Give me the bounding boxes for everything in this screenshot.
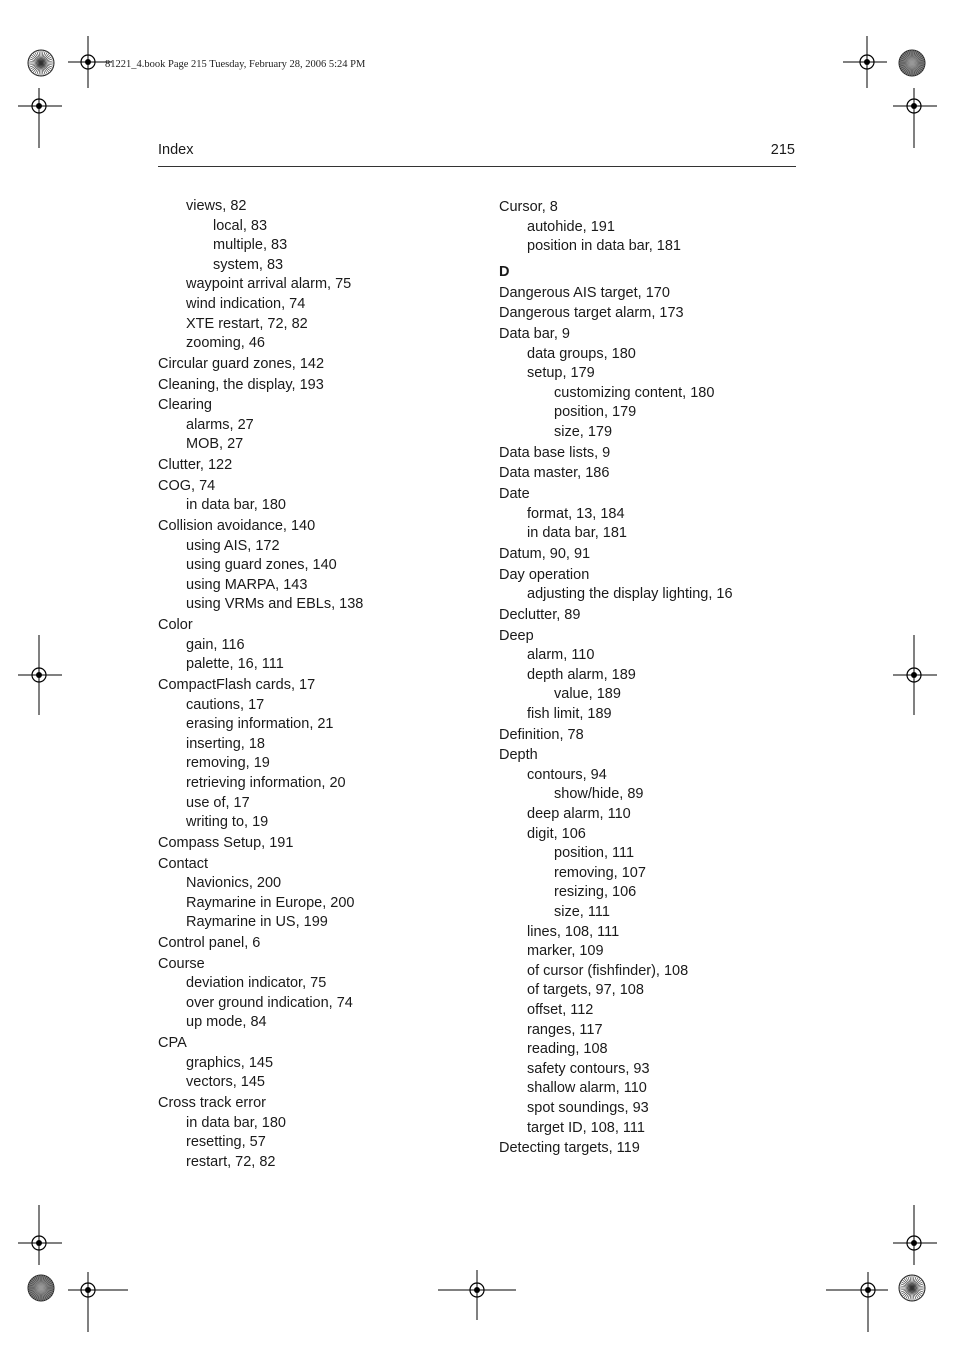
index-subentry: waypoint arrival alarm, 75 xyxy=(186,276,352,293)
index-subentry: ranges, 117 xyxy=(527,1021,603,1038)
registration-mark-icon xyxy=(18,88,62,148)
index-entry: Clearing xyxy=(158,397,212,414)
index-subentry: erasing information, 21 xyxy=(186,716,334,733)
index-subentry: depth alarm, 189 xyxy=(527,666,636,683)
index-subentry: retrieving information, 20 xyxy=(186,774,346,791)
index-subentry: format, 13, 184 xyxy=(527,505,625,522)
index-subentry: graphics, 145 xyxy=(186,1054,274,1071)
page-number: 215 xyxy=(770,142,795,158)
registration-mark-icon xyxy=(438,1270,516,1320)
index-entry: Detecting targets, 119 xyxy=(499,1140,640,1157)
index-subentry: inserting, 18 xyxy=(186,735,265,752)
registration-mark-icon xyxy=(893,1205,937,1265)
index-subentry: of cursor (fishfinder), 108 xyxy=(527,962,689,979)
registration-mark-icon xyxy=(893,635,937,715)
index-subentry: palette, 16, 111 xyxy=(186,656,284,673)
registration-mark-icon xyxy=(18,1205,62,1265)
starburst-target-icon xyxy=(898,49,926,77)
index-subentry: position, 111 xyxy=(554,845,635,862)
index-column-left xyxy=(158,197,488,1172)
index-entry: Cross track error xyxy=(158,1095,266,1112)
index-subentry: adjusting the display lighting, 16 xyxy=(527,586,733,603)
registration-mark-icon xyxy=(843,36,887,88)
index-subentry: XTE restart, 72, 82 xyxy=(186,315,308,332)
index-entry: Deep xyxy=(499,627,534,644)
index-subentry: using AIS, 172 xyxy=(186,537,280,554)
registration-mark-icon xyxy=(68,1272,128,1332)
index-entry: Cleaning, the display, 193 xyxy=(158,376,324,393)
index-entry: Color xyxy=(158,617,193,634)
index-subentry: safety contours, 93 xyxy=(527,1060,650,1077)
index-entry: Data master, 186 xyxy=(499,465,610,482)
index-letter-heading: D xyxy=(499,263,510,280)
index-column-right xyxy=(499,197,829,1159)
index-entry: Collision avoidance, 140 xyxy=(158,518,316,535)
index-subentry: spot soundings, 93 xyxy=(527,1099,649,1116)
index-entry: CPA xyxy=(158,1035,187,1052)
registration-mark-icon xyxy=(826,1272,888,1332)
starburst-target-icon xyxy=(898,1274,926,1302)
index-subentry: cautions, 17 xyxy=(186,696,265,713)
index-subentry: removing, 19 xyxy=(186,755,270,772)
index-subentry: local, 83 xyxy=(213,217,268,234)
index-subentry: zooming, 46 xyxy=(186,335,265,352)
index-subentry: position, 179 xyxy=(554,404,637,421)
index-subentry: restart, 72, 82 xyxy=(186,1153,276,1170)
index-entry: Depth xyxy=(499,747,538,764)
header-rule xyxy=(158,166,796,167)
index-subentry: over ground indication, 74 xyxy=(186,994,353,1011)
index-subentry: removing, 107 xyxy=(554,864,646,881)
index-subentry: shallow alarm, 110 xyxy=(527,1080,647,1097)
index-subentry: autohide, 191 xyxy=(527,218,615,235)
index-subentry: position in data bar, 181 xyxy=(527,238,681,255)
index-subentry: show/hide, 89 xyxy=(554,786,644,803)
index-subentry: value, 189 xyxy=(554,686,621,703)
running-header-section: Index xyxy=(158,142,194,158)
index-subentry: data groups, 180 xyxy=(527,345,636,362)
index-subentry: of targets, 97, 108 xyxy=(527,982,644,999)
index-subentry: size, 111 xyxy=(554,904,610,920)
index-subentry: customizing content, 180 xyxy=(554,384,715,401)
registration-mark-icon xyxy=(893,88,937,148)
index-subentry: deviation indicator, 75 xyxy=(186,975,327,992)
index-subentry: vectors, 145 xyxy=(186,1074,265,1091)
index-subentry: Navionics, 200 xyxy=(186,875,282,892)
index-entry: Date xyxy=(499,485,530,502)
starburst-target-icon xyxy=(27,49,55,77)
index-subentry: marker, 109 xyxy=(527,943,604,960)
index-subentry: gain, 116 xyxy=(186,636,245,653)
index-subentry: wind indication, 74 xyxy=(186,295,306,312)
index-entry: Circular guard zones, 142 xyxy=(158,355,325,372)
index-subentry: resetting, 57 xyxy=(186,1134,266,1151)
index-entry: Declutter, 89 xyxy=(499,606,581,623)
index-entry: Dangerous AIS target, 170 xyxy=(499,284,670,301)
index-subentry: fish limit, 189 xyxy=(527,705,612,722)
index-entry: COG, 74 xyxy=(158,477,216,494)
index-subentry: alarms, 27 xyxy=(186,416,254,433)
index-subentry: target ID, 108, 111 xyxy=(527,1119,645,1136)
index-entry: Course xyxy=(158,955,205,972)
registration-mark-icon xyxy=(68,36,112,88)
print-slug-line: 81221_4.book Page 215 Tuesday, February 28, 2006 5:24 PM xyxy=(105,59,366,70)
index-subentry: digit, 106 xyxy=(527,825,586,842)
index-subentry: size, 179 xyxy=(554,423,613,440)
index-entry: CompactFlash cards, 17 xyxy=(158,677,316,693)
index-subentry: in data bar, 180 xyxy=(186,1114,286,1131)
index-entry: Compass Setup, 191 xyxy=(158,834,294,851)
index-subentry: MOB, 27 xyxy=(186,436,244,453)
index-entry: Datum, 90, 91 xyxy=(499,545,591,562)
starburst-target-icon xyxy=(27,1274,55,1302)
index-subentry: Raymarine in Europe, 200 xyxy=(186,894,355,911)
index-subentry: system, 83 xyxy=(213,256,284,273)
index-subentry: deep alarm, 110 xyxy=(527,806,631,823)
index-subentry: views, 82 xyxy=(186,198,247,214)
index-entry: Control panel, 6 xyxy=(158,935,261,951)
index-entry: Day operation xyxy=(499,566,590,583)
index-subentry: using VRMs and EBLs, 138 xyxy=(186,596,364,613)
index-subentry: resizing, 106 xyxy=(554,884,637,901)
index-entry: Contact xyxy=(158,855,208,872)
index-subentry: alarm, 110 xyxy=(527,647,595,664)
index-subentry: lines, 108, 111 xyxy=(527,923,620,940)
index-subentry: multiple, 83 xyxy=(213,237,288,254)
index-entry: Definition, 78 xyxy=(499,726,584,743)
index-subentry: Raymarine in US, 199 xyxy=(186,914,328,931)
index-subentry: using guard zones, 140 xyxy=(186,557,337,574)
index-subentry: contours, 94 xyxy=(527,766,607,783)
index-subentry: using MARPA, 143 xyxy=(186,576,308,593)
registration-mark-icon xyxy=(18,635,62,715)
index-subentry: offset, 112 xyxy=(527,1001,594,1018)
index-subentry: in data bar, 181 xyxy=(527,525,627,542)
index-entry: Data bar, 9 xyxy=(499,325,570,342)
index-entry: Cursor, 8 xyxy=(499,199,558,216)
index-subentry: setup, 179 xyxy=(527,365,595,382)
index-subentry: up mode, 84 xyxy=(186,1014,267,1031)
index-entry: Dangerous target alarm, 173 xyxy=(499,305,684,322)
index-subentry: writing to, 19 xyxy=(186,814,269,831)
index-entry: Clutter, 122 xyxy=(158,457,233,474)
index-entry: Data base lists, 9 xyxy=(499,444,611,461)
index-subentry: in data bar, 180 xyxy=(186,497,286,514)
index-subentry: use of, 17 xyxy=(186,794,250,811)
index-subentry: reading, 108 xyxy=(527,1041,608,1058)
